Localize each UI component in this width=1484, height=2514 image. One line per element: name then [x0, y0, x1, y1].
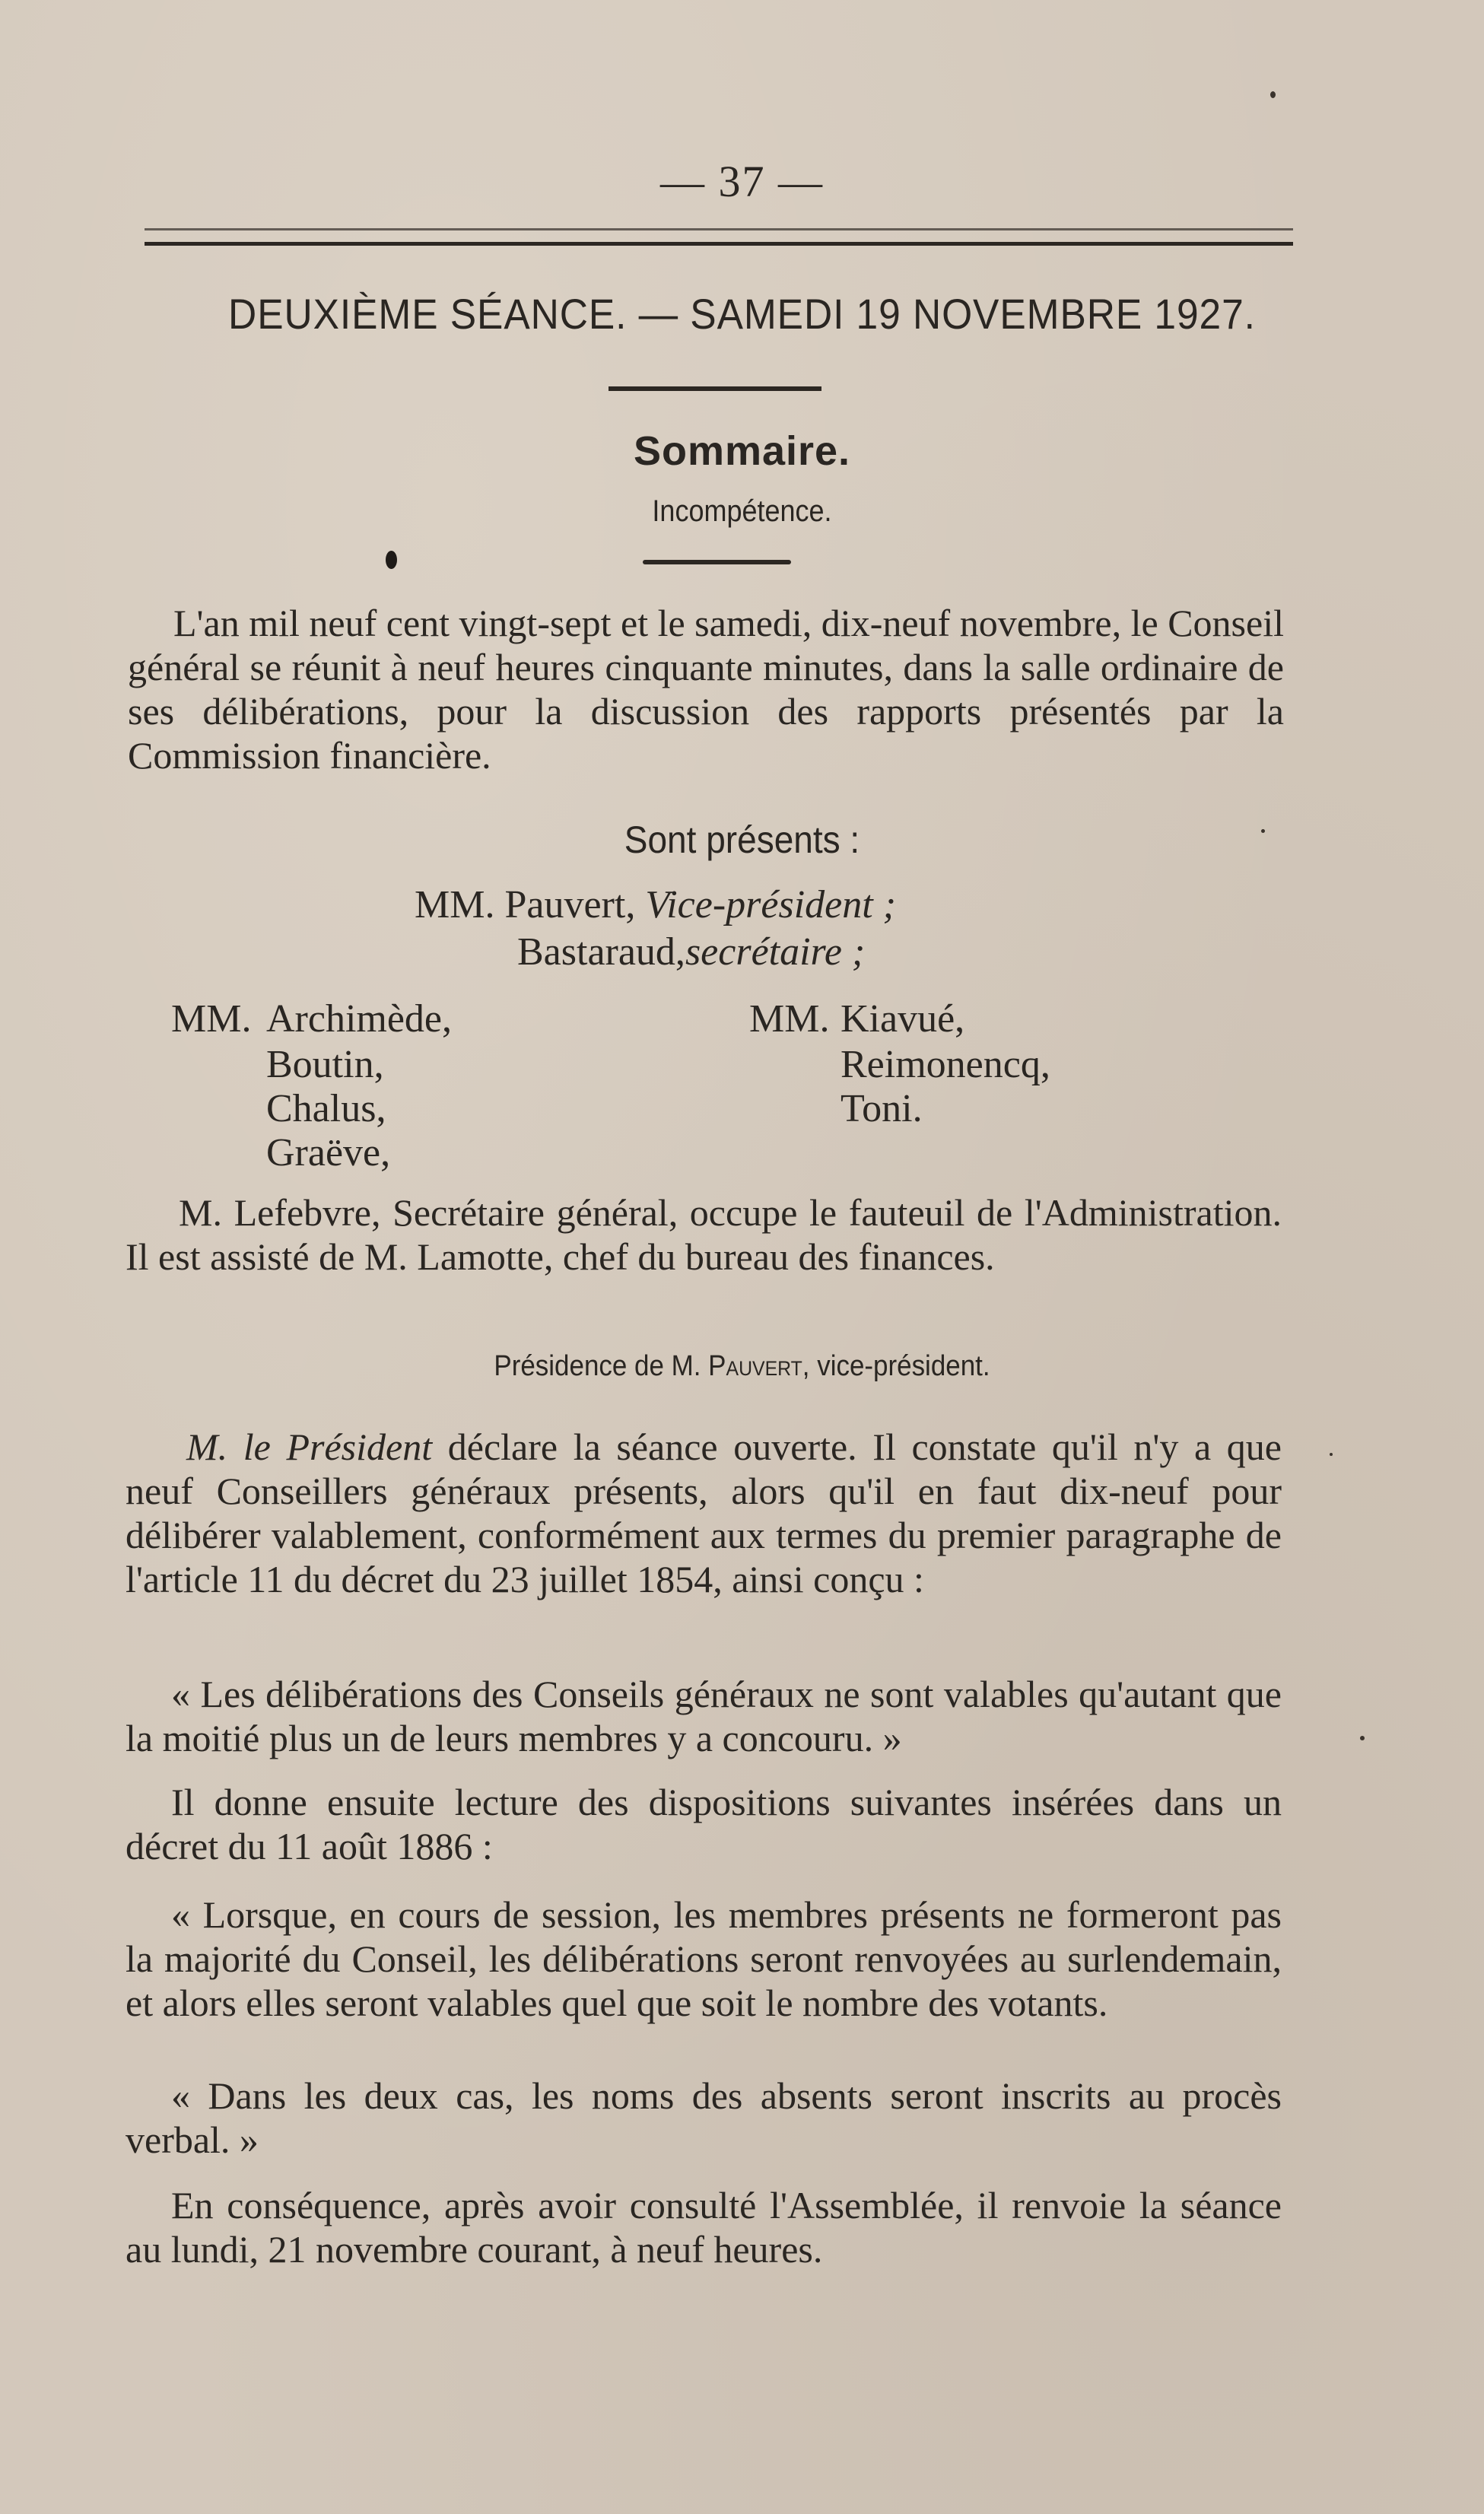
vice-president-line: [415, 882, 896, 927]
summary-heading: Sommaire.: [633, 428, 851, 474]
paper-speck: [1270, 91, 1276, 98]
decree-paragraph: Il donne ensuite lecture des dispositions suivantes insérées dans un décret du 11 août 1886 :: [126, 1781, 1282, 1867]
paper-speck: [1360, 1736, 1365, 1740]
mm-label-left: MM.: [171, 997, 252, 1041]
administration-paragraph: M. Lefebvre, Secrétaire général, occupe le fauteuil de l'Administration. Il est assisté de M. Lamotte, chef du bureau des finances.: [126, 1191, 1282, 1278]
page-number: — 37 —: [660, 157, 824, 206]
quoted-article: « Les délibérations des Conseils généraux ne sont valables qu'autant que la moitié plus un de leurs membres y a concouru. »: [126, 1673, 1282, 1759]
presidency-name: Pauvert: [708, 1350, 802, 1382]
session-title: DEUXIÈME SÉANCE. — SAMEDI 19 NOVEMBRE 1927.: [228, 290, 1256, 338]
mm-label-right: MM.: [749, 997, 830, 1041]
member-name: Chalus,: [266, 1087, 386, 1130]
vice-president-name: MM. Pauvert,: [415, 883, 636, 926]
attendance-heading: Sont présents :: [624, 818, 860, 861]
presidency-line: [59, 1350, 1425, 1383]
presidency-prefix: Présidence de M.: [494, 1350, 701, 1382]
member-name: Kiavué,: [841, 997, 965, 1041]
opening-text: déclare la séance ouverte. Il constate qu'il n'y a que neuf Conseillers généraux présents, alors qu'il en faut dix-neuf pour délibérer valablement, conformément aux termes du premier paragraphe de l'article 11 du décret du 23 juillet 1854, ainsi conçu :: [126, 1425, 1282, 1600]
intro-paragraph: L'an mil neuf cent vingt-sept et le samedi, dix-neuf novembre, le Conseil général se réunit à neuf heures cinquante minutes, dans la salle ordinaire de ses délibérations, pour la discussion des rapports présentés par la Commission financière.: [128, 602, 1284, 777]
member-name: Reimonencq,: [841, 1043, 1050, 1086]
secretary-line: [517, 930, 865, 974]
member-name: Archimède,: [266, 997, 453, 1041]
ink-mark: [386, 551, 397, 569]
paper-speck: [1261, 829, 1265, 833]
member-name: Boutin,: [266, 1043, 384, 1086]
header-rule-thin: [145, 228, 1293, 230]
separator-ornament: [643, 560, 791, 564]
member-name: Toni.: [841, 1087, 923, 1130]
president-label: M. le Président: [186, 1425, 433, 1468]
header-rule-thick: [145, 242, 1293, 246]
summary-item: Incompétence.: [652, 494, 832, 528]
closing-paragraph: En conséquence, après avoir consulté l'Assemblée, il renvoie la séance au lundi, 21 novembre courant, à neuf heures.: [126, 2184, 1282, 2271]
quoted-decree-2: « Dans les deux cas, les noms des absents seront inscrits au procès verbal. »: [126, 2074, 1282, 2161]
vice-president-role: Vice-président ;: [645, 883, 896, 926]
secretary-name: Bastaraud,: [517, 930, 685, 974]
presidency-suffix: , vice-président.: [802, 1350, 990, 1382]
paper-speck: [1330, 1453, 1333, 1456]
opening-paragraph: [126, 1425, 1282, 1601]
member-name: Graëve,: [266, 1131, 391, 1174]
quoted-decree-1: « Lorsque, en cours de session, les membres présents ne formeront pas la majorité du Conseil, les délibérations seront renvoyées au surlendemain, et alors elles seront valables quel que soit le nombre des votants.: [126, 1893, 1282, 2024]
title-rule: [609, 386, 821, 391]
secretary-role: secrétaire ;: [685, 930, 866, 974]
